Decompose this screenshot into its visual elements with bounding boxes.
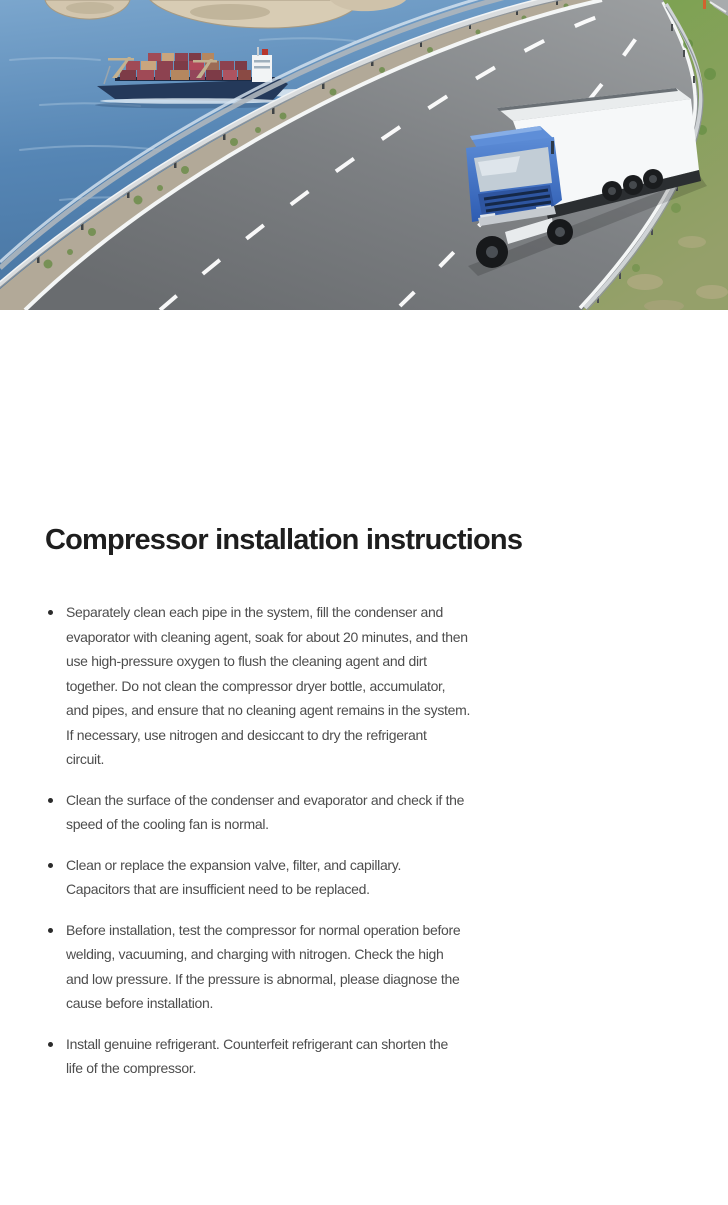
list-item-line: use high-pressure oxygen to flush the cleaning agent and dirt: [66, 653, 427, 669]
hero-illustration: [0, 0, 728, 310]
list-item-line: Before installation, test the compressor for normal operation before: [66, 921, 461, 938]
list-item: [45, 918, 515, 1016]
list-item-line: circuit.: [66, 751, 105, 767]
road-marker-post: [703, 0, 706, 9]
bullet-icon: [48, 610, 53, 615]
page-title: Compressor installation instructions: [45, 524, 523, 556]
list-item-line: speed of the cooling fan is normal.: [66, 816, 269, 832]
list-item: [45, 600, 515, 772]
list-item-line: and low pressure. If the pressure is abnormal, please diagnose the: [66, 970, 460, 987]
list-item: [45, 1032, 515, 1081]
hero-image: [0, 0, 728, 310]
list-item-line: Clean or replace the expansion valve, filter, and capillary.: [66, 856, 402, 873]
instructions-list: [45, 600, 515, 1081]
bullet-icon: [48, 863, 53, 868]
list-item-line: cause before installation.: [66, 995, 214, 1011]
bullet-icon: [48, 1042, 53, 1047]
list-item-line: together. Do not clean the compressor dryer bottle, accumulator,: [66, 677, 446, 694]
list-item: [45, 853, 515, 902]
bullet-icon: [48, 798, 53, 803]
list-item: [45, 788, 515, 837]
list-item-line: life of the compressor.: [66, 1060, 197, 1076]
list-item-line: Separately clean each pipe in the system, fill the condenser and: [66, 604, 443, 620]
list-item-line: and pipes, and ensure that no cleaning agent remains in the system.: [66, 702, 471, 718]
instructions-section: [0, 310, 728, 1157]
bullet-icon: [48, 928, 53, 933]
list-item-line: Clean the surface of the condenser and evaporator and check if the: [66, 791, 465, 808]
list-item-line: welding, vacuuming, and charging with nitrogen. Check the high: [66, 946, 444, 962]
list-item-line: Capacitors that are insufficient need to be replaced.: [66, 881, 370, 897]
list-item-line: If necessary, use nitrogen and desiccant to dry the refrigerant: [66, 726, 427, 743]
list-item-line: evaporator with cleaning agent, soak for about 20 minutes, and then: [66, 628, 468, 645]
list-item-line: Install genuine refrigerant. Counterfeit refrigerant can shorten the: [66, 1035, 448, 1052]
